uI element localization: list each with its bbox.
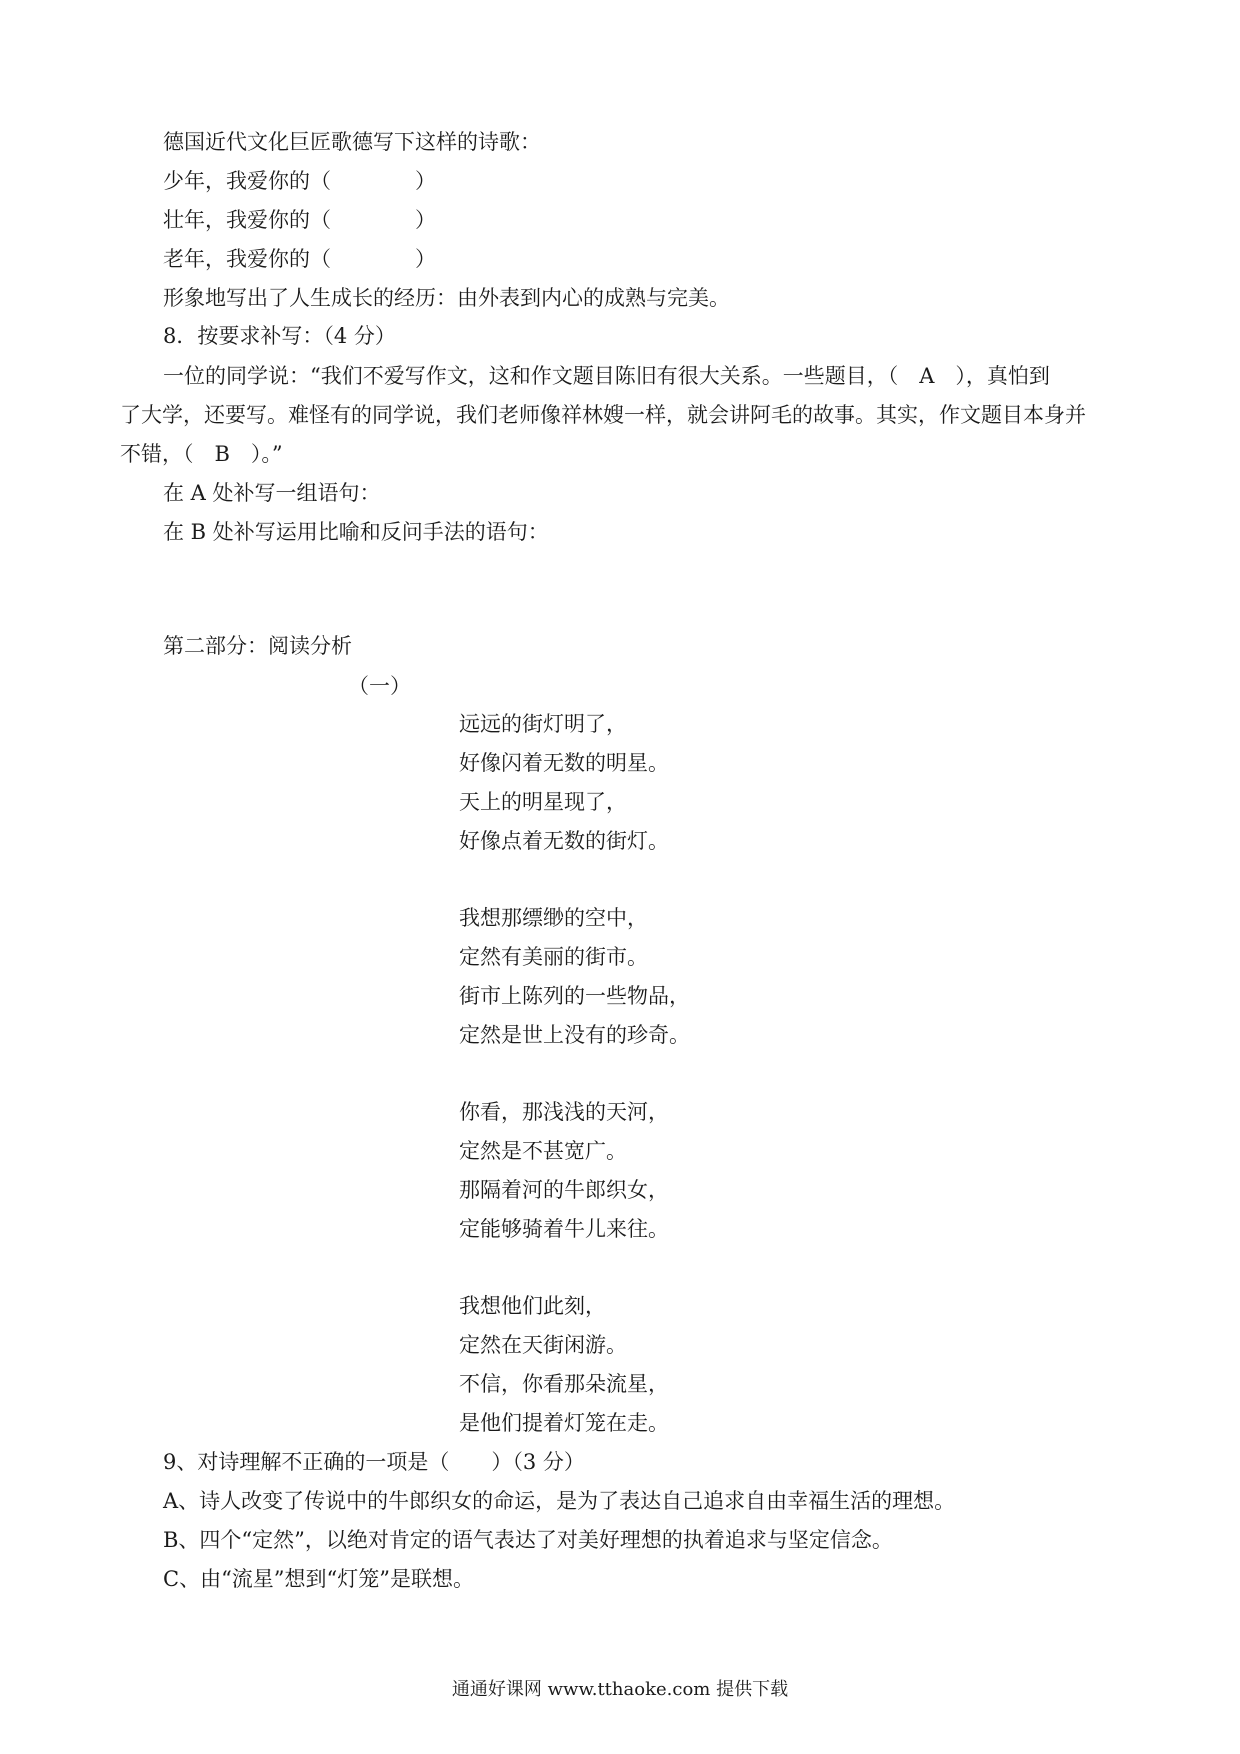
poem-line: 定然有美丽的街市。 (459, 945, 648, 969)
poem-line: 定然在天街闲游。 (459, 1333, 627, 1357)
question-9: 9、对诗理解不正确的一项是（ ）（3 分） (163, 1450, 585, 1474)
poem-line: 是他们提着灯笼在走。 (459, 1411, 669, 1435)
section-number: （一） (348, 674, 411, 698)
part-2-heading: 第二部分：阅读分析 (163, 634, 352, 658)
question-8-passage: 一位的同学说：“我们不爱写作文，这和作文题目陈旧有很大关系。一些题目，（ A ），真怕到 (163, 364, 1050, 388)
poem-line: 我想他们此刻， (459, 1294, 606, 1318)
question-8-passage: 不错，（ B ）。” (120, 442, 283, 466)
poem-blank-line: 老年，我爱你的（ ） (163, 247, 436, 271)
question-8-task-b: 在 B 处补写运用比喻和反问手法的语句： (163, 520, 549, 544)
poem-line: 你看，那浅浅的天河， (459, 1100, 669, 1124)
poem-line: 定然是世上没有的珍奇。 (459, 1023, 690, 1047)
question-9-option-a: A、诗人改变了传说中的牛郎织女的命运，是为了表达自己追求自由幸福生活的理想。 (163, 1489, 956, 1513)
poem-line: 那隔着河的牛郎织女， (459, 1178, 669, 1202)
question-9-option-c: C、由“流星”想到“灯笼”是联想。 (163, 1567, 475, 1591)
poem-line: 定能够骑着牛儿来往。 (459, 1217, 669, 1241)
poem-line: 街市上陈列的一些物品， (459, 984, 690, 1008)
page-footer: 通通好课网 www.tthaoke.com 提供下载 (451, 1679, 789, 1700)
poem-line: 定然是不甚宽广。 (459, 1139, 627, 1163)
poem-line: 不信，你看那朵流星， (459, 1372, 669, 1396)
question-8-task-a: 在 A 处补写一组语句： (163, 481, 381, 505)
poem-line: 天上的明星现了， (459, 790, 627, 814)
poem-line: 我想那缥缈的空中， (459, 906, 648, 930)
question-9-option-b: B、四个“定然”，以绝对肯定的语气表达了对美好理想的执着追求与坚定信念。 (163, 1528, 893, 1552)
poem-blank-line: 壮年，我爱你的（ ） (163, 208, 436, 232)
poem-line: 远远的街灯明了， (459, 712, 627, 736)
poem-line: 好像闪着无数的明星。 (459, 751, 669, 775)
poem-line: 好像点着无数的街灯。 (459, 829, 669, 853)
intro-lead: 德国近代文化巨匠歌德写下这样的诗歌： (163, 130, 541, 154)
question-8-passage: 了大学，还要写。难怪有的同学说，我们老师像祥林嫂一样，就会讲阿毛的故事。其实，作文题目本身并 (120, 403, 1086, 427)
poem-blank-line: 少年，我爱你的（ ） (163, 169, 436, 193)
intro-summary: 形象地写出了人生成长的经历：由外表到内心的成熟与完美。 (163, 286, 730, 310)
question-8-title: 8．按要求补写：（4 分） (163, 324, 396, 348)
